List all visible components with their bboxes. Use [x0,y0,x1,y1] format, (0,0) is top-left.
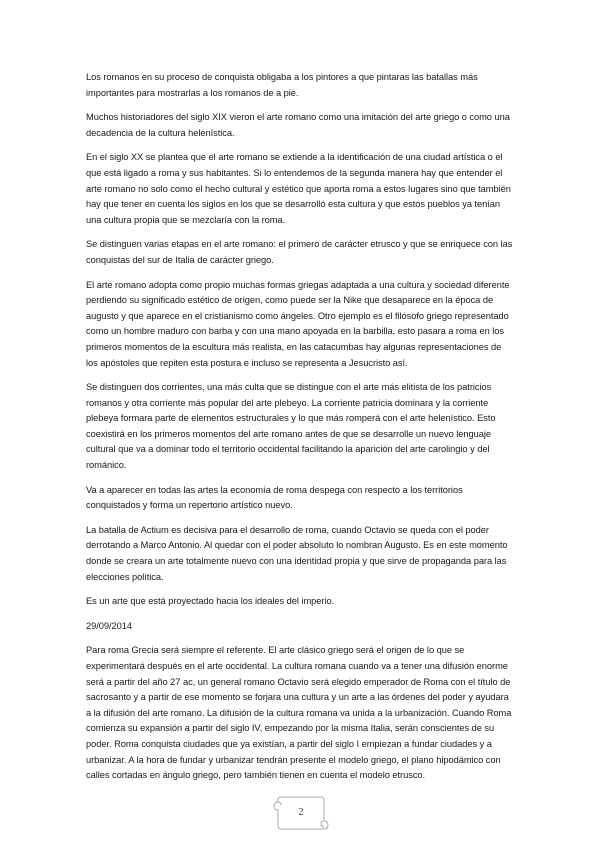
page-number: 2 [298,807,304,818]
paragraph: Muchos historiadores del siglo XIX vieron el arte romano como una imitación del arte griego o como una decadencia de la cultura helenística. [86,112,510,138]
document-body [86,70,514,793]
date-line: 29/09/2014 [86,620,133,631]
paragraph: En el siglo XX se plantea que el arte romano se extiende a la identificación de una ciudad artística o el que está ligado a roma y sus habitantes. Si lo entendemos de la segunda manera hay que entender el arte romano no solo como el hecho cultural y estético que aporta roma a estos lugares sino que también hay que tener en cuenta los siglos en los que se desarrolló esta cultura y que estos pueblos ya tenían una cultura propia que se mezclaría con la roma. [86,152,511,225]
paragraph: Los romanos en su proceso de conquista obligaba a los pintores a que pintaras las batallas más importantes para mostrarlas a los romanos de a pie. [86,72,478,98]
paragraph: El arte romano adopta como propio muchas formas griegas adaptada a una cultura y sociedad diferente perdiendo su significado estético de origen, como puede ser la Nike que desaparece en la época de augusto y que aparece en el cristianismo como ángeles. Otro ejemplo es el filósofo griego representado como un hombre maduro con barba y con una mano apoyada en la barbilla, esto pasara a roma en los primeros momentos de la escultura más realista, en las catacumbas hay algunas representaciones de los apóstoles que repiten esta postura e incluso se representa a Jesucristo así. [86,279,510,368]
paragraph: Se distinguen dos corrientes, una más culta que se distingue con el arte más elitista de los patricios romanos y otra corriente más popular del arte plebeyo. La corriente patricia dominara y la corriente plebeya formara parte de elementos estructurales y lo que más romperá con el arte helenístico. Esto coexistirá en los primeros momentos del arte romano antes de que se desarrolle un nuevo lenguaje cultural que va a dominar todo el territorio occidental facilitando la aparición del arte carolingio y del románico. [86,382,496,471]
page-footer-scroll [270,796,332,830]
paragraph: Va a aparecer en todas las artes la economía de roma despega con respecto a los territorios conquistados y forma un repertorio artístico nuevo. [86,484,463,511]
paragraph: Se distinguen varias etapas en el arte romano: el primero de carácter etrusco y que se enriquece con las conquistas del sur de Italia de carácter griego. [86,239,513,265]
paragraph: La batalla de Actium es decisiva para el desarrollo de roma, cuando Octavio se queda con el poder derrotando a Marco Antonio. Al quedar con el poder absoluto lo nombran Augusto. Es en este momento donde se creara un arte totalmente nuevo con una identidad propia y que sirve de propaganda para las elecciones política. [86,524,508,582]
paragraph: Es un arte que está proyectado hacia los ideales del imperio. [86,596,335,607]
paragraph: Para roma Grecia será siempre el referente. El arte clásico griego será el origen de lo que se experimentará después en el arte occidental. La cultura romana cuando va a tener una difusión enorme será a partir del año 27 ac, un general romano Octavio será elegido emperador de Roma con el título de sacrosanto y a partir de ese momento se forjara una cultura y un arte a las órdenes del poder y ayudara a la difusión del arte romano. La difusión de la cultura romana va unida a la urbanización. Cuando Roma comienza su expansión a partir del siglo IV, empezando por la misma Italia, serán conscientes de su poder. Roma conquista ciudades que ya existían, a partir del siglo I empiezan a fundar ciudades y a urbanizar. A la hora de fundar y urbanizar tendrán presente el modelo griego, el plano hipodámico con calles cortadas en ángulo griego, pero también tienen en cuenta el modelo etrusco. [86,645,512,781]
